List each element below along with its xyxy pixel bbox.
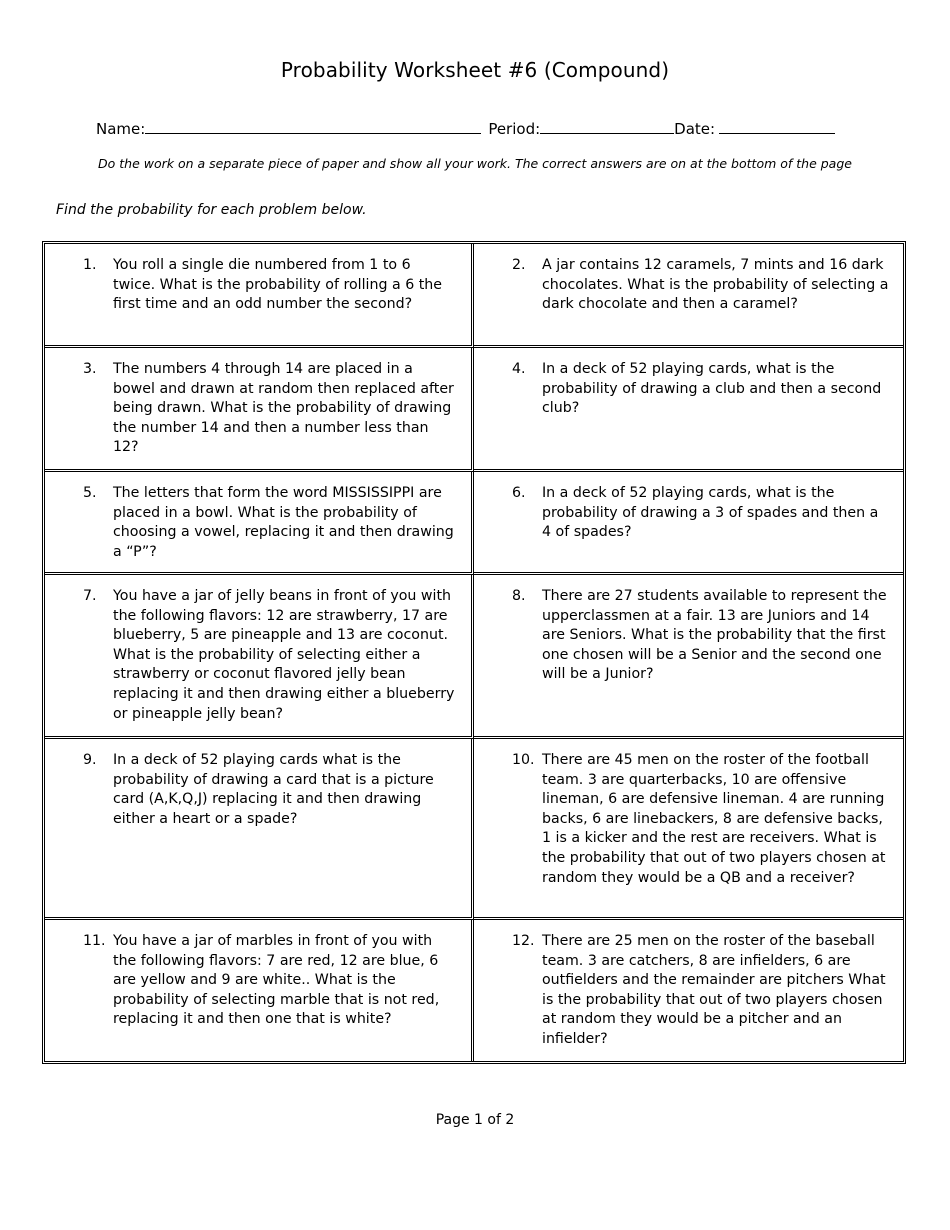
problem-number: 4. <box>512 361 526 377</box>
problem-text: There are 25 men on the roster of the baseball team. 3 are catchers, 8 are infielders, 6 are outfielders and the remainder are pitchers What is the probability that out of two players chosen at random they would be a pitcher and an infielder? <box>542 933 886 1047</box>
problem-cell-7 <box>45 575 474 739</box>
date-label: Date: <box>674 120 716 138</box>
problem-number: 7. <box>83 588 97 604</box>
period-blank <box>540 118 674 134</box>
problem-cell-12 <box>474 920 903 1061</box>
instructions: Do the work on a separate piece of paper and show all your work. The correct answers are on at the bottom of the page <box>98 156 852 171</box>
problem-text: In a deck of 52 playing cards, what is the probability of drawing a club and then a second club? <box>542 361 882 417</box>
problem-cell-10 <box>474 739 903 920</box>
problem-cell-5 <box>45 472 474 575</box>
problem-text: There are 45 men on the roster of the football team. 3 are quarterbacks, 10 are offensive lineman, 6 are defensive lineman. 4 are running backs, 6 are linebackers, 8 are defensive backs, 1 is a kicker and the rest are receivers. What is the probability that out of two players chosen at random they would be a QB and a receiver? <box>542 752 886 886</box>
problem-text: There are 27 students available to represent the upperclassmen at a fair. 13 are Juniors and 14 are Seniors. What is the probability that the first one chosen will be a Senior and the second one will be a Junior? <box>542 588 887 683</box>
problem-text: You have a jar of jelly beans in front of you with the following flavors: 12 are strawberry, 17 are blueberry, 5 are pineapple and 13 are coconut. What is the probability of selecting either a strawberry or coconut flavored jelly bean replacing it and then drawing either a blueberry or pineapple jelly bean? <box>113 588 455 722</box>
problem-cell-11 <box>45 920 474 1061</box>
problem-text: The numbers 4 through 14 are placed in a bowel and drawn at random then replaced after being drawn. What is the probability of drawing the number 14 and then a number less than 12? <box>113 361 454 456</box>
problem-number: 9. <box>83 752 97 768</box>
problem-number: 8. <box>512 588 526 604</box>
problem-text: The letters that form the word MISSISSIPPI are placed in a bowl. What is the probability of choosing a vowel, replacing it and then drawing a “P”? <box>113 485 454 560</box>
problem-number: 12. <box>512 933 535 949</box>
problem-number: 10. <box>512 752 535 768</box>
problem-number: 11. <box>83 933 106 949</box>
problem-number: 2. <box>512 257 526 273</box>
problem-table <box>42 241 906 1064</box>
problem-prompt: Find the probability for each problem below. <box>56 202 367 218</box>
worksheet-title: Probability Worksheet #6 (Compound) <box>280 58 670 82</box>
name-label: Name: <box>96 120 146 138</box>
problem-number: 6. <box>512 485 526 501</box>
page-number: Page 1 of 2 <box>435 1112 515 1128</box>
problem-cell-2 <box>474 244 903 348</box>
date-blank <box>719 118 835 134</box>
problem-cell-4 <box>474 348 903 472</box>
problem-number: 1. <box>83 257 97 273</box>
problem-text: A jar contains 12 caramels, 7 mints and 16 dark chocolates. What is the probability of selecting a dark chocolate and then a caramel? <box>542 257 889 313</box>
period-label: Period: <box>488 120 541 138</box>
problem-number: 5. <box>83 485 97 501</box>
problem-text: You roll a single die numbered from 1 to 6 twice. What is the probability of rolling a 6 the first time and an odd number the second? <box>113 257 443 313</box>
problem-number: 3. <box>83 361 97 377</box>
problem-cell-3 <box>45 348 474 472</box>
problem-cell-6 <box>474 472 903 575</box>
student-info-line <box>96 118 876 138</box>
problem-cell-9 <box>45 739 474 920</box>
problem-cell-1 <box>45 244 474 348</box>
problem-text: You have a jar of marbles in front of you with the following flavors: 7 are red, 12 are blue, 6 are yellow and 9 are white.. What is the probability of selecting marble that is not red, replacing it and then one that is white? <box>113 933 440 1028</box>
problem-cell-8 <box>474 575 903 739</box>
problem-text: In a deck of 52 playing cards what is the probability of drawing a card that is a picture card (A,K,Q,J) replacing it and then drawing either a heart or a spade? <box>113 752 434 827</box>
problem-text: In a deck of 52 playing cards, what is the probability of drawing a 3 of spades and then a 4 of spades? <box>542 485 879 541</box>
name-blank <box>145 118 481 134</box>
